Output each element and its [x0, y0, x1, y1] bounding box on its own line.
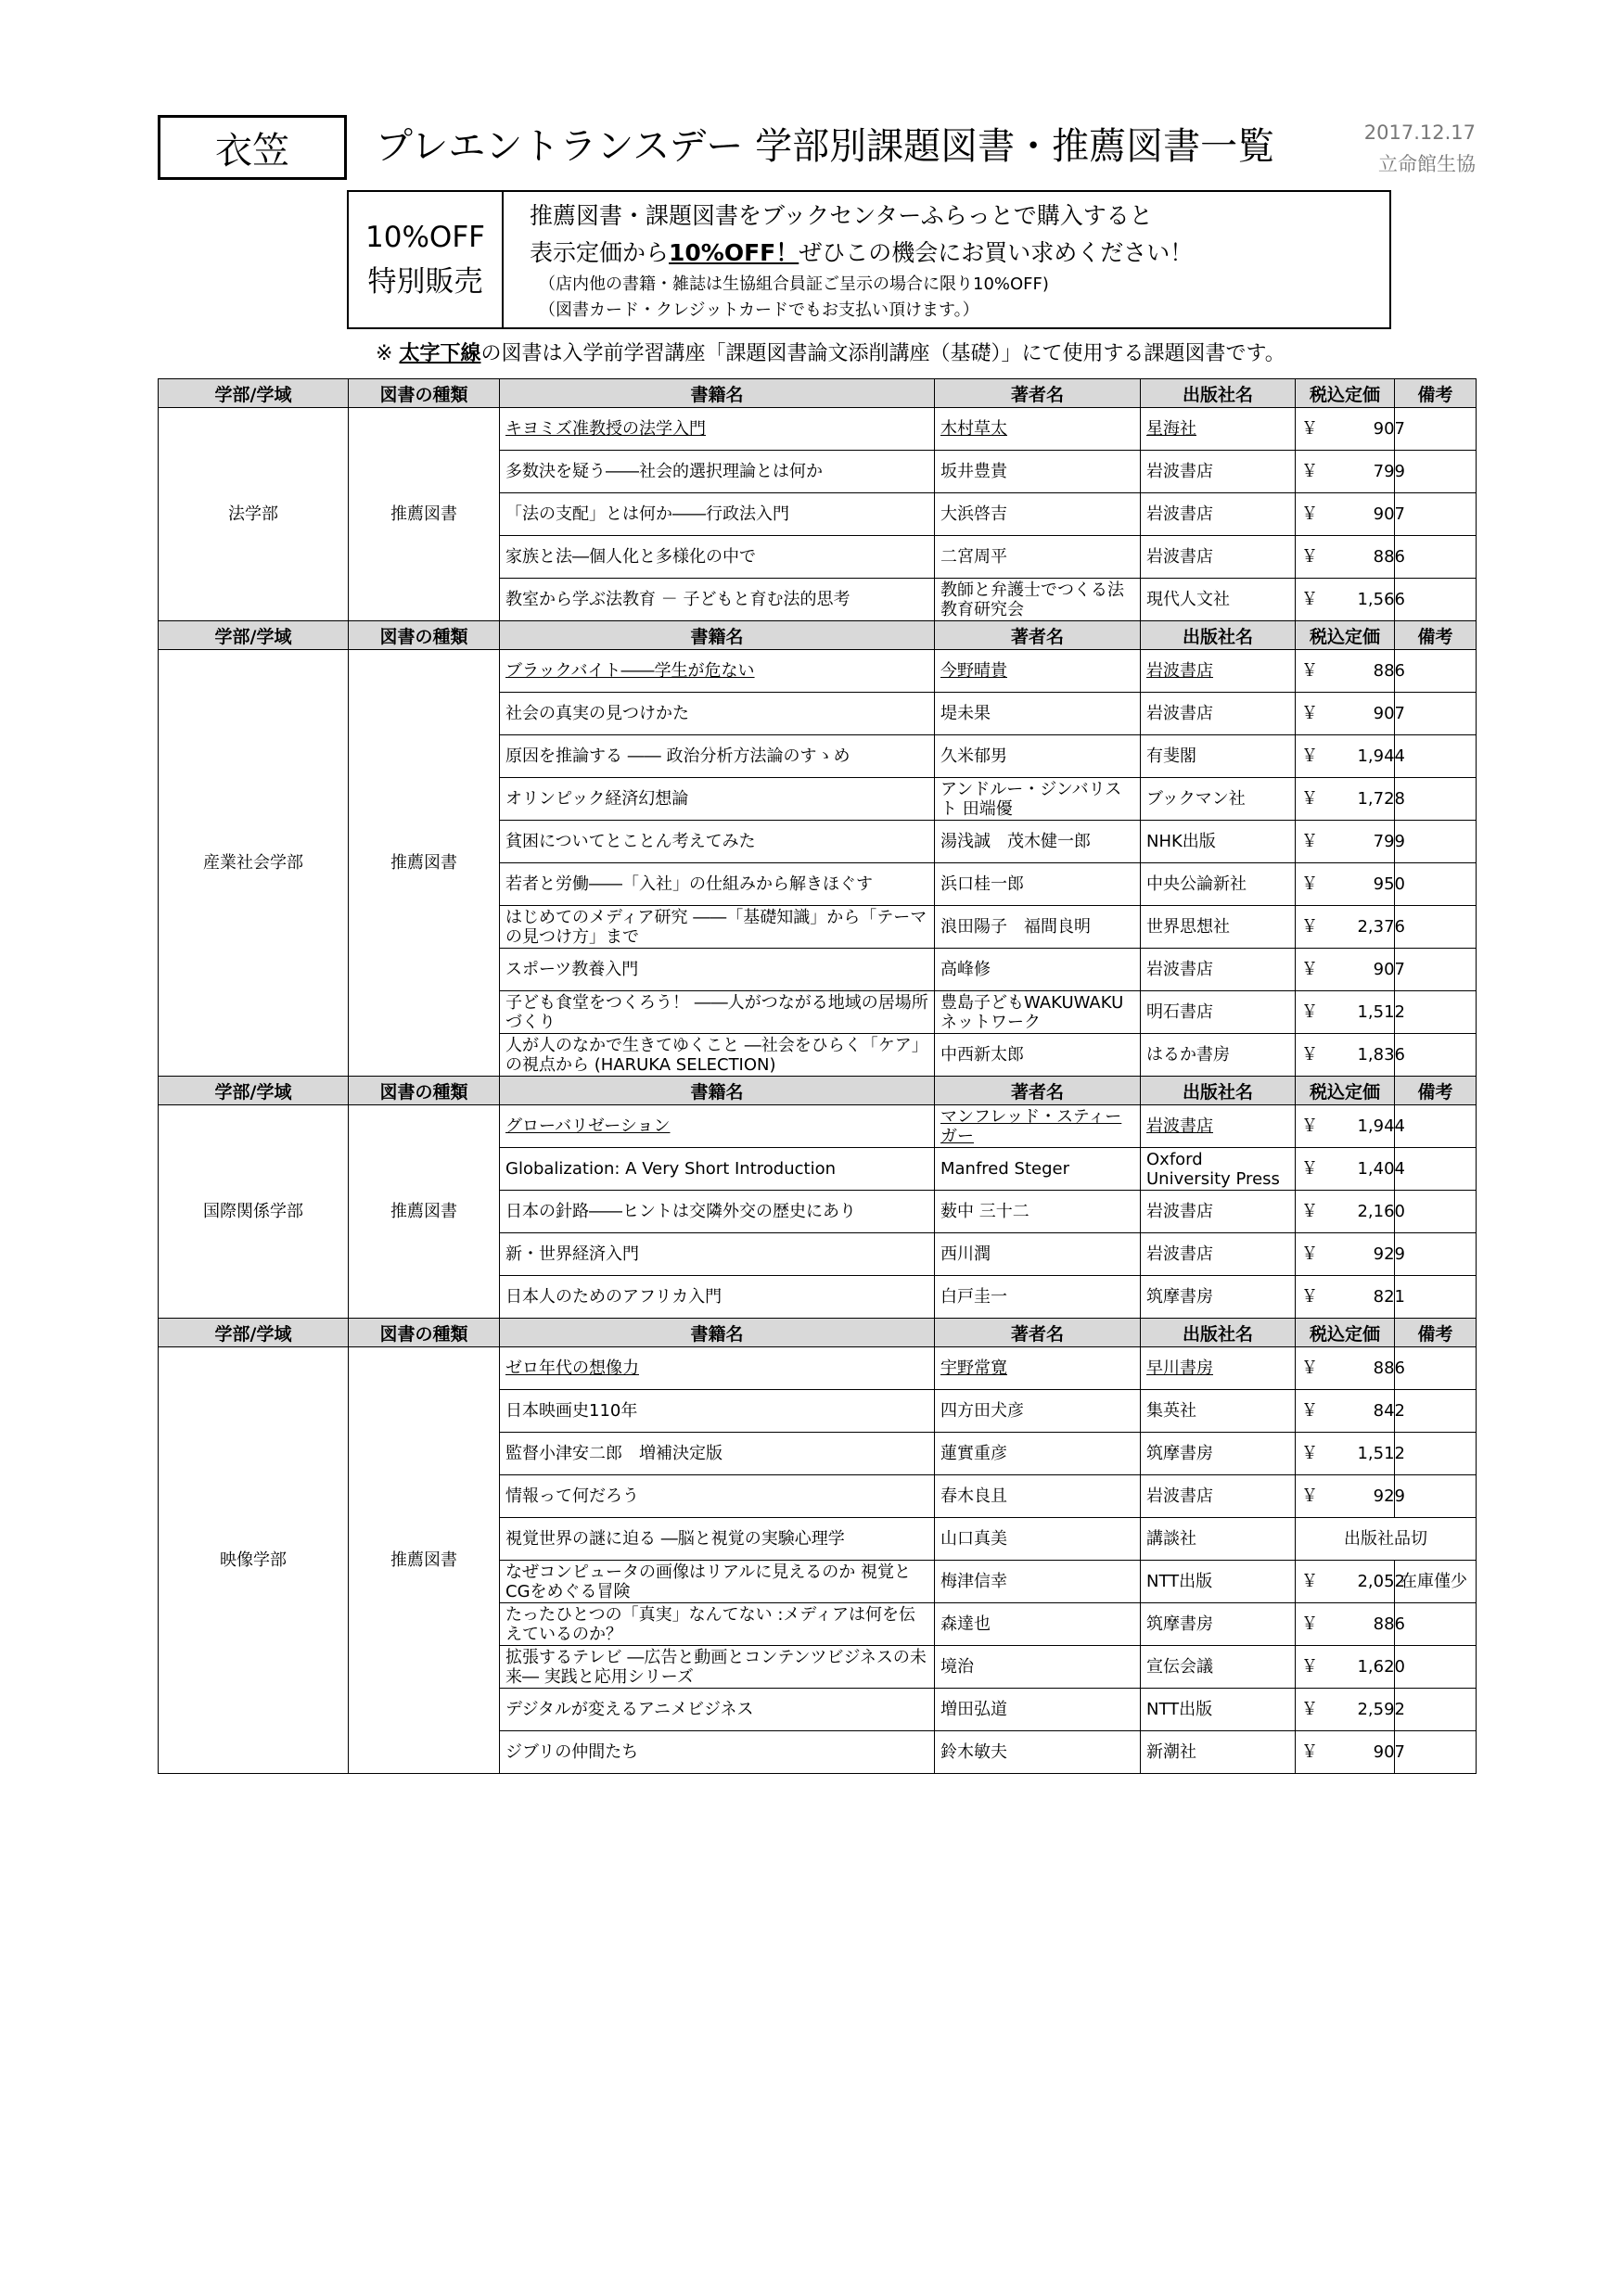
remarks-cell	[1395, 1731, 1477, 1774]
publisher-cell: 岩波書店	[1141, 1233, 1296, 1276]
price-amount: 1,728	[1357, 789, 1405, 809]
book-title-cell: 監督小津安二郎 増補決定版	[500, 1433, 935, 1475]
col-header-dept: 学部/学域	[159, 1077, 349, 1105]
price-amount: 1,512	[1357, 1444, 1405, 1463]
book-title-cell: 多数決を疑う――社会的選択理論とは何か	[500, 451, 935, 493]
yen-sign: ￥	[1301, 1486, 1318, 1506]
notice-suffix: の図書は入学前学習講座「課題図書論文添削講座（基礎）」にて使用する課題図書です。	[480, 342, 1285, 365]
table-header-row	[159, 1319, 1477, 1347]
book-title-cell: はじめてのメディア研究 ――「基礎知識」から「テーマの見つけ方」まで	[500, 906, 935, 949]
dept-cell: 産業社会学部	[159, 650, 349, 1077]
yen-sign: ￥	[1301, 1444, 1318, 1463]
book-title-cell: 人が人のなかで生きてゆくこと ―社会をひらく「ケア」の視点から (HARUKA SELECTION)	[500, 1034, 935, 1077]
book-title-cell: Globalization: A Very Short Introduction	[500, 1148, 935, 1191]
book-title-cell: 社会の真実の見つけかた	[500, 693, 935, 735]
price-cell	[1296, 991, 1405, 1034]
publisher-cell: 筑摩書房	[1141, 1433, 1296, 1475]
col-header-note: 備考	[1395, 621, 1477, 650]
price-cell	[1296, 650, 1405, 693]
publisher-cell: 中央公論新社	[1141, 863, 1296, 906]
campus-label: 衣笠	[215, 129, 289, 172]
price-amount: 886	[1373, 547, 1405, 567]
remarks-cell	[1395, 1603, 1477, 1646]
book-title-cell: 子ども食堂をつくろう！ ――人がつながる地域の居場所づくり	[500, 991, 935, 1034]
price-amount: 2,592	[1357, 1700, 1405, 1719]
yen-sign: ￥	[1301, 874, 1318, 894]
price-cell	[1296, 778, 1405, 821]
book-type-cell: 推薦図書	[349, 1105, 500, 1319]
author-cell: 西川潤	[935, 1233, 1141, 1276]
issue-date: 2017.12.17	[1363, 121, 1476, 144]
price-amount: 799	[1373, 832, 1405, 851]
price-amount: 886	[1373, 1614, 1405, 1634]
publisher-cell: 岩波書店	[1141, 493, 1296, 536]
col-header-title: 書籍名	[500, 1319, 935, 1347]
author-cell: 高峰修	[935, 949, 1141, 991]
author-cell: 宇野常寛	[935, 1347, 1141, 1390]
yen-sign: ￥	[1301, 1159, 1318, 1179]
price-amount: 821	[1373, 1287, 1405, 1307]
yen-sign: ￥	[1301, 1202, 1318, 1221]
yen-sign: ￥	[1301, 419, 1318, 439]
remarks-cell	[1395, 863, 1477, 906]
publisher-cell: 岩波書店	[1141, 1105, 1296, 1148]
author-cell: 薮中 三十二	[935, 1191, 1141, 1233]
publisher-cell: 新潮社	[1141, 1731, 1296, 1774]
price-amount: 929	[1373, 1486, 1405, 1506]
price-amount: 842	[1373, 1401, 1405, 1421]
book-title-cell: スポーツ教養入門	[500, 949, 935, 991]
table-row	[159, 1105, 1477, 1148]
author-cell: 久米郁男	[935, 735, 1141, 778]
yen-sign: ￥	[1301, 1244, 1318, 1264]
book-title-cell: キヨミズ准教授の法学入門	[500, 408, 935, 451]
remarks-cell	[1395, 493, 1477, 536]
discount-badge-rate: 10%OFF	[365, 221, 485, 254]
publisher-cell: 現代人文社	[1141, 579, 1296, 621]
book-title-cell: オリンピック経済幻想論	[500, 778, 935, 821]
remarks-cell	[1395, 1433, 1477, 1475]
publisher-cell: 宣伝会議	[1141, 1646, 1296, 1689]
book-title-cell: グローバリゼーション	[500, 1105, 935, 1148]
yen-sign: ￥	[1301, 547, 1318, 567]
price-cell	[1296, 451, 1405, 493]
price-cell	[1296, 536, 1405, 579]
remarks-cell	[1395, 1475, 1477, 1518]
author-cell: 梅津信幸	[935, 1561, 1141, 1603]
price-cell	[1296, 1390, 1405, 1433]
remarks-cell	[1395, 650, 1477, 693]
yen-sign: ￥	[1301, 746, 1318, 766]
publisher-cell: 早川書房	[1141, 1347, 1296, 1390]
col-header-publisher: 出版社名	[1141, 1319, 1296, 1347]
author-cell: 教師と弁護士でつくる法教育研究会	[935, 579, 1141, 621]
remarks-cell	[1395, 693, 1477, 735]
price-cell	[1296, 735, 1405, 778]
author-cell: 大浜啓吉	[935, 493, 1141, 536]
yen-sign: ￥	[1301, 917, 1318, 937]
yen-sign: ￥	[1301, 1002, 1318, 1022]
offer-note-2: （図書カード・クレジットカードでもお支払い頂けます。）	[539, 300, 979, 320]
price-amount: 1,566	[1357, 590, 1405, 609]
book-title-cell: ブラックバイト――学生が危ない	[500, 650, 935, 693]
col-header-publisher: 出版社名	[1141, 621, 1296, 650]
remarks-cell	[1395, 536, 1477, 579]
col-header-kind: 図書の種類	[349, 621, 500, 650]
publisher-cell: 岩波書店	[1141, 650, 1296, 693]
price-cell	[1296, 408, 1405, 451]
price-amount: 907	[1373, 419, 1405, 439]
publisher-cell: 集英社	[1141, 1390, 1296, 1433]
price-amount: 907	[1373, 1742, 1405, 1762]
discount-badge-label: 特別販売	[367, 265, 483, 299]
remarks-cell	[1395, 408, 1477, 451]
offer-line-1: 推薦図書・課題図書をブックセンターふらっとで購入すると	[530, 202, 1153, 229]
yen-sign: ￥	[1301, 1045, 1318, 1065]
publisher-cell: 岩波書店	[1141, 693, 1296, 735]
publisher-cell: 筑摩書房	[1141, 1276, 1296, 1319]
publisher-cell: 筑摩書房	[1141, 1603, 1296, 1646]
price-cell	[1296, 1034, 1405, 1077]
book-title-cell: たったひとつの「真実」なんてない :メディアは何を伝えているのか？	[500, 1603, 935, 1646]
page-title: プレエントランスデー 学部別課題図書・推薦図書一覧	[376, 125, 1275, 168]
remarks-cell	[1395, 579, 1477, 621]
table-row	[159, 1347, 1477, 1390]
price-cell	[1296, 1561, 1405, 1603]
yen-sign: ￥	[1301, 1287, 1318, 1307]
price-amount: 950	[1373, 874, 1405, 894]
author-cell: 森達也	[935, 1603, 1141, 1646]
yen-sign: ￥	[1301, 590, 1318, 609]
author-cell: 堤未果	[935, 693, 1141, 735]
remarks-cell	[1395, 1034, 1477, 1077]
price-cell	[1296, 906, 1405, 949]
col-header-kind: 図書の種類	[349, 1077, 500, 1105]
price-cell	[1296, 1603, 1405, 1646]
remarks-cell	[1395, 1390, 1477, 1433]
dept-cell: 国際関係学部	[159, 1105, 349, 1319]
author-cell: 白戸圭一	[935, 1276, 1141, 1319]
discount-offer-box	[347, 190, 1391, 329]
table-header-row	[159, 621, 1477, 650]
price-cell	[1296, 1276, 1405, 1319]
book-title-cell: 原因を推論する ―― 政治分析方法論のすゝめ	[500, 735, 935, 778]
price-amount: 2,376	[1357, 917, 1405, 937]
book-title-cell: なぜコンピュータの画像はリアルに見えるのか 視覚とCGをめぐる冒険	[500, 1561, 935, 1603]
price-amount: 1,404	[1357, 1159, 1405, 1179]
publisher-cell: 岩波書店	[1141, 949, 1296, 991]
price-amount: 1,944	[1357, 746, 1405, 766]
price-cell	[1296, 1191, 1405, 1233]
publisher-cell: 岩波書店	[1141, 1475, 1296, 1518]
book-title-cell: 貧困についてとことん考えてみた	[500, 821, 935, 863]
col-header-price: 税込定価	[1296, 1077, 1395, 1105]
col-header-title: 書籍名	[500, 1077, 935, 1105]
yen-sign: ￥	[1301, 661, 1318, 681]
publisher-cell: NTT出版	[1141, 1689, 1296, 1731]
publisher-cell: 岩波書店	[1141, 451, 1296, 493]
price-amount: 886	[1373, 661, 1405, 681]
publisher-cell: はるか書房	[1141, 1034, 1296, 1077]
book-title-cell: 日本の針路――ヒントは交隣外交の歴史にあり	[500, 1191, 935, 1233]
remarks-cell	[1395, 1347, 1477, 1390]
book-title-cell: 若者と労働――「入社」の仕組みから解きほぐす	[500, 863, 935, 906]
col-header-kind: 図書の種類	[349, 1319, 500, 1347]
notice-emphasis: 太字下線	[399, 342, 481, 365]
publisher-cell: NTT出版	[1141, 1561, 1296, 1603]
price-cell	[1296, 1646, 1405, 1689]
author-cell: マンフレッド・スティーガー	[935, 1105, 1141, 1148]
remarks-cell	[1395, 821, 1477, 863]
yen-sign: ￥	[1301, 704, 1318, 723]
table-row	[159, 650, 1477, 693]
book-title-cell: 日本人のためのアフリカ入門	[500, 1276, 935, 1319]
col-header-dept: 学部/学域	[159, 621, 349, 650]
col-header-note: 備考	[1395, 379, 1477, 408]
remarks-cell	[1395, 451, 1477, 493]
book-title-cell: 「法の支配」とは何か――行政法入門	[500, 493, 935, 536]
author-cell: アンドルー・ジンバリスト 田端優	[935, 778, 1141, 821]
price-cell	[1296, 1233, 1405, 1276]
yen-sign: ￥	[1301, 1742, 1318, 1762]
book-title-cell: 視覚世界の謎に迫る ―脳と視覚の実験心理学	[500, 1518, 935, 1561]
author-cell: Manfred Steger	[935, 1148, 1141, 1191]
remarks-cell	[1395, 1689, 1477, 1731]
publisher-cell: 有斐閣	[1141, 735, 1296, 778]
col-header-title: 書籍名	[500, 379, 935, 408]
author-cell: 鈴木敏夫	[935, 1731, 1141, 1774]
discount-badge	[349, 192, 504, 327]
price-cell	[1296, 493, 1405, 536]
author-cell: 湯浅誠 茂木健一郎	[935, 821, 1141, 863]
issuer-name: 立命館生協	[1378, 153, 1476, 175]
yen-sign: ￥	[1301, 960, 1318, 979]
yen-sign: ￥	[1301, 1572, 1318, 1591]
table-row	[159, 408, 1477, 451]
book-type-cell: 推薦図書	[349, 408, 500, 621]
col-header-note: 備考	[1395, 1077, 1477, 1105]
yen-sign: ￥	[1301, 462, 1318, 481]
publisher-cell: 世界思想社	[1141, 906, 1296, 949]
book-title-cell: 拡張するテレビ ―広告と動画とコンテンツビジネスの未来― 実践と応用シリーズ	[500, 1646, 935, 1689]
remarks-cell	[1395, 1276, 1477, 1319]
remarks-cell	[1395, 949, 1477, 991]
price-cell	[1296, 949, 1405, 991]
publisher-cell: 岩波書店	[1141, 536, 1296, 579]
book-title-cell: デジタルが変えるアニメビジネス	[500, 1689, 935, 1731]
price-amount: 1,836	[1357, 1045, 1405, 1065]
price-cell	[1296, 579, 1405, 621]
yen-sign: ￥	[1301, 1116, 1318, 1136]
publisher-cell: 星海社	[1141, 408, 1296, 451]
publisher-cell: NHK出版	[1141, 821, 1296, 863]
discount-details	[504, 192, 1193, 327]
price-amount: 2,052	[1357, 1572, 1405, 1591]
book-title-cell: ゼロ年代の想像力	[500, 1347, 935, 1390]
author-cell: 二宮周平	[935, 536, 1141, 579]
col-header-title: 書籍名	[500, 621, 935, 650]
col-header-author: 著者名	[935, 1077, 1141, 1105]
publisher-cell: 講談社	[1141, 1518, 1296, 1561]
remarks-cell: 在庫僅少	[1395, 1561, 1477, 1603]
publisher-cell: Oxford University Press	[1141, 1148, 1296, 1191]
price-amount: 929	[1373, 1244, 1405, 1264]
offer-note-1: （店内他の書籍・雑誌は生協組合員証ご呈示の場合に限り10%OFF)	[539, 274, 1049, 294]
author-cell: 坂井豊貴	[935, 451, 1141, 493]
col-header-price: 税込定価	[1296, 1319, 1395, 1347]
remarks-cell	[1395, 991, 1477, 1034]
price-cell	[1296, 821, 1405, 863]
book-list-table	[158, 378, 1477, 1774]
author-cell: 浜口桂一郎	[935, 863, 1141, 906]
dept-cell: 映像学部	[159, 1347, 349, 1774]
price-amount: 1,512	[1357, 1002, 1405, 1022]
price-cell	[1296, 1731, 1405, 1774]
price-cell	[1296, 1689, 1405, 1731]
remarks-cell	[1395, 1191, 1477, 1233]
yen-sign: ￥	[1301, 1700, 1318, 1719]
author-cell: 境治	[935, 1646, 1141, 1689]
price-cell	[1296, 693, 1405, 735]
price-cell: 出版社品切	[1296, 1518, 1477, 1561]
col-header-kind: 図書の種類	[349, 379, 500, 408]
price-amount: 799	[1373, 462, 1405, 481]
price-cell	[1296, 1433, 1405, 1475]
book-type-cell: 推薦図書	[349, 1347, 500, 1774]
yen-sign: ￥	[1301, 789, 1318, 809]
remarks-cell	[1395, 1233, 1477, 1276]
book-title-cell: ジブリの仲間たち	[500, 1731, 935, 1774]
campus-label-box	[158, 115, 347, 180]
price-amount: 907	[1373, 504, 1405, 524]
offer-line-2-post: ぜひこの機会にお買い求めください！	[799, 239, 1194, 266]
publisher-cell: 岩波書店	[1141, 1191, 1296, 1233]
yen-sign: ￥	[1301, 1358, 1318, 1378]
col-header-author: 著者名	[935, 621, 1141, 650]
issue-info	[1364, 117, 1476, 180]
book-title-cell: 教室から学ぶ法教育 － 子どもと育む法的思考	[500, 579, 935, 621]
author-cell: 豊島子どもWAKUWAKUネットワーク	[935, 991, 1141, 1034]
book-title-cell: 家族と法―個人化と多様化の中で	[500, 536, 935, 579]
yen-sign: ￥	[1301, 1614, 1318, 1634]
author-cell: 木村草太	[935, 408, 1141, 451]
notice-prefix: ※	[376, 342, 400, 365]
price-cell	[1296, 1347, 1405, 1390]
book-type-cell: 推薦図書	[349, 650, 500, 1077]
book-title-cell: 情報って何だろう	[500, 1475, 935, 1518]
author-cell: 浪田陽子 福間良明	[935, 906, 1141, 949]
remarks-cell	[1395, 735, 1477, 778]
author-cell: 春木良且	[935, 1475, 1141, 1518]
price-amount: 907	[1373, 960, 1405, 979]
remarks-cell	[1395, 778, 1477, 821]
col-header-note: 備考	[1395, 1319, 1477, 1347]
offer-line-2-pre: 表示定価から	[530, 239, 670, 266]
offer-line-2	[530, 235, 1193, 272]
col-header-price: 税込定価	[1296, 621, 1395, 650]
col-header-price: 税込定価	[1296, 379, 1395, 408]
col-header-dept: 学部/学域	[159, 379, 349, 408]
book-title-cell: 新・世界経済入門	[500, 1233, 935, 1276]
book-title-cell: 日本映画史110年	[500, 1390, 935, 1433]
price-cell	[1296, 863, 1405, 906]
author-cell: 増田弘道	[935, 1689, 1141, 1731]
yen-sign: ￥	[1301, 832, 1318, 851]
price-cell	[1296, 1105, 1405, 1148]
price-amount: 1,944	[1357, 1116, 1405, 1136]
table-header-row	[159, 1077, 1477, 1105]
dept-cell: 法学部	[159, 408, 349, 621]
publisher-cell: 明石書店	[1141, 991, 1296, 1034]
col-header-publisher: 出版社名	[1141, 379, 1296, 408]
remarks-cell	[1395, 1148, 1477, 1191]
price-amount: 886	[1373, 1358, 1405, 1378]
author-cell: 四方田犬彦	[935, 1390, 1141, 1433]
offer-line-2-emphasis: 10%OFF！	[669, 239, 799, 266]
remarks-cell	[1395, 1646, 1477, 1689]
col-header-publisher: 出版社名	[1141, 1077, 1296, 1105]
remarks-cell	[1395, 906, 1477, 949]
col-header-dept: 学部/学域	[159, 1319, 349, 1347]
author-cell: 今野晴貴	[935, 650, 1141, 693]
price-amount: 907	[1373, 704, 1405, 723]
col-header-author: 著者名	[935, 1319, 1141, 1347]
author-cell: 山口真美	[935, 1518, 1141, 1561]
table-header-row	[159, 379, 1477, 408]
price-amount: 1,620	[1357, 1657, 1405, 1677]
col-header-author: 著者名	[935, 379, 1141, 408]
price-amount: 2,160	[1357, 1202, 1405, 1221]
author-cell: 中西新太郎	[935, 1034, 1141, 1077]
remarks-cell	[1395, 1105, 1477, 1148]
yen-sign: ￥	[1301, 504, 1318, 524]
publisher-cell: ブックマン社	[1141, 778, 1296, 821]
author-cell: 蓮實重彦	[935, 1433, 1141, 1475]
yen-sign: ￥	[1301, 1401, 1318, 1421]
bold-underline-notice	[376, 338, 1285, 370]
price-cell	[1296, 1148, 1405, 1191]
yen-sign: ￥	[1301, 1657, 1318, 1677]
price-cell	[1296, 1475, 1405, 1518]
